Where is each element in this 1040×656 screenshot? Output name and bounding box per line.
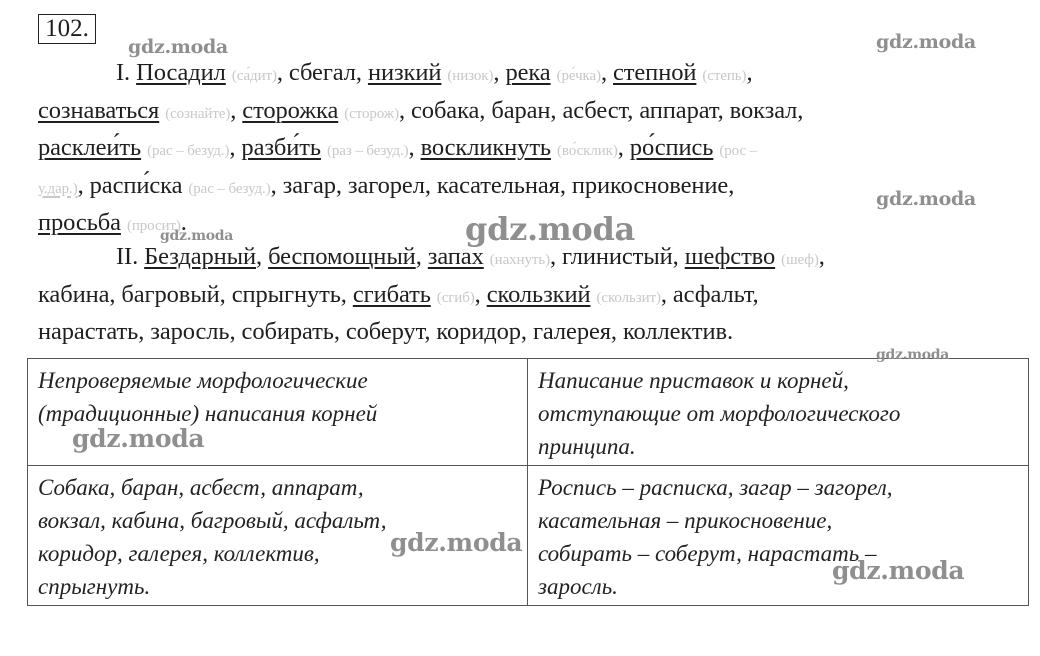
watermark: gdz.moda [160,228,234,244]
check-note: у.дар.) [38,180,78,197]
check-note: (сгиб) [436,289,475,306]
text-line [38,56,1013,94]
text-line [38,169,1013,207]
text-run: , асфальт, [660,280,759,308]
watermark: gdz.moda [832,556,965,585]
underlined-word: шефство [684,243,776,270]
text-line [38,315,1013,350]
text-run: , распи́ска [77,171,189,199]
text-run: , [818,243,825,270]
check-note: (сторож) [344,105,399,122]
header-line: отступающие от морфологического [538,401,901,426]
underlined-word: степной [613,59,697,86]
check-note: (рос – [719,143,758,159]
exercise-number: 102. [38,14,96,44]
underlined-word: река [505,59,551,86]
header-line: принципа. [538,434,636,459]
text-run: , [746,59,753,86]
cell-line: вокзал, кабина, багровый, асфальт, [38,508,387,533]
check-note: (сознайте) [165,105,231,122]
underlined-word: запах [427,243,484,270]
text-run: , [600,59,614,86]
header-line: Непроверяемые морфологические [38,368,368,393]
text-line [38,131,1013,169]
underlined-word: расклеи́ть [38,134,142,161]
text-run: , сбегал, [276,59,368,86]
check-note: (скользит) [596,289,661,306]
text-run: , [474,280,487,308]
check-note: (са́дит) [231,68,277,84]
check-note: (рас – безуд.) [188,180,271,197]
cell-line: Роспись – расписка, загар – загорел, [538,475,893,500]
text-run: , [408,134,421,161]
watermark: gdz.moda [465,210,635,248]
part-two-paragraph [38,240,1013,350]
cell-line: спрыгнуть. [38,574,151,599]
text-run: , [256,243,269,270]
check-note: (низок) [447,68,494,84]
cell-line: Собака, баран, асбест, аппарат, [38,475,364,500]
watermark: gdz.moda [390,528,523,557]
cell-line: касательная – прикосновение, [538,508,833,533]
check-note: (просит) [126,218,181,234]
text-line [38,94,1013,132]
cell-line: заросль. [538,574,618,599]
underlined-word: сгибать [352,280,431,308]
underlined-word: ро́спись [629,134,714,161]
watermark: gdz.moda [72,424,205,453]
underlined-word: разби́ть [241,134,321,161]
text-run: , [493,59,506,86]
cell-line: собирать – соберут, нарастать – [538,541,877,566]
watermark: gdz.moda [876,347,950,363]
header-line: (традиционные) написания корней [38,401,378,426]
underlined-word: воскликнуть [420,134,551,161]
text-run: кабина, багровый, спрыгнуть, [38,280,353,308]
underlined-word: скользкий [486,280,591,308]
text-run: , собака, баран, асбест, аппарат, вокзал, [398,96,804,124]
check-note: (шеф) [781,252,819,268]
underlined-word: низкий [367,59,442,86]
text-run: , [229,134,242,161]
watermark: gdz.moda [876,31,976,53]
cell-line: коридор, галерея, коллектив, [38,541,320,566]
check-note: (раз – безуд.) [327,143,409,159]
text-run: , [617,134,630,161]
part-numeral: I. [116,59,137,86]
text-run: , [415,243,428,270]
text-line [38,278,1013,316]
underlined-word: Посадил [136,59,226,86]
text-run: , [230,96,243,124]
check-note: (нахнуть) [489,252,550,268]
check-note: (во́склик) [557,143,618,159]
underlined-word: сознаваться [38,96,160,124]
underlined-word: сторожка [242,96,339,124]
text-run: нарастать, заросль, собирать, соберут, коридор, галерея, коллектив. [38,318,733,345]
check-note: (рас – безуд.) [147,143,230,159]
watermark: gdz.moda [128,36,228,58]
watermark: gdz.moda [876,188,976,210]
text-run: , загар, загорел, касательная, прикосновение, [270,171,735,199]
text-run: , глинистый, [549,243,685,270]
underlined-word: беспомощный [268,243,416,270]
underlined-word: Бездарный [144,243,257,270]
header-cell-non-morphological [528,359,1029,466]
text-run: . [180,209,187,236]
header-line: Написание приставок и корней, [538,368,849,393]
check-note: (ре́чка) [556,68,601,84]
part-numeral: II. [116,243,145,270]
check-note: (степь) [702,68,747,84]
underlined-word: просьба [38,209,121,236]
